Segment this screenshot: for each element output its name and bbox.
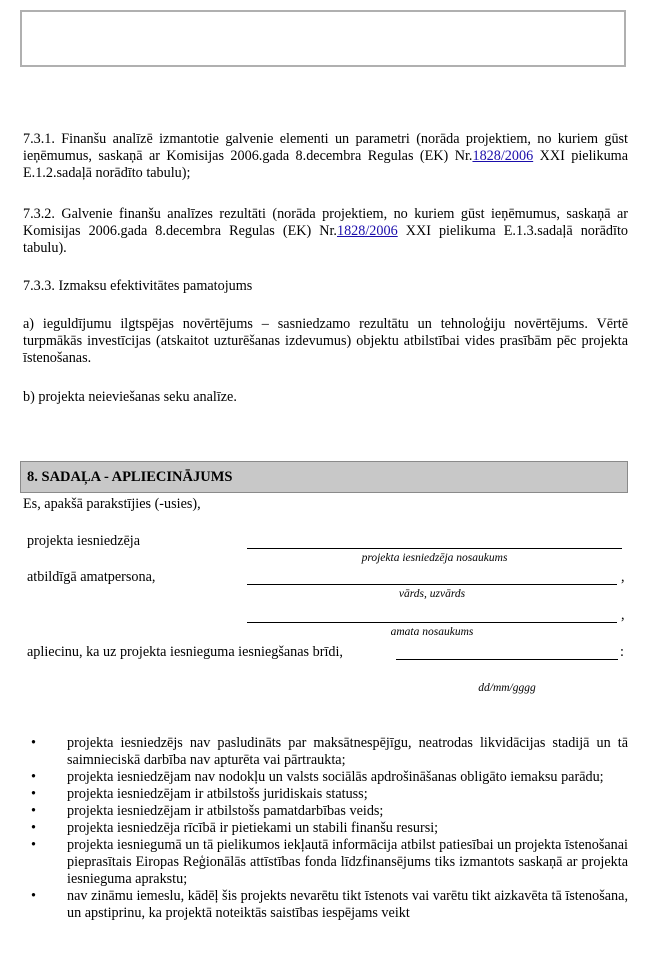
bullet-icon: • bbox=[31, 820, 36, 836]
list-item-text: projekta iesniedzējs nav pasludināts par maksātnespējīgu, neatrodas likvidācijas stadijā un tā saimnieciskā darbība nav apturēta vai pārtraukta; bbox=[67, 735, 628, 768]
top-text-box bbox=[20, 10, 626, 67]
list-item bbox=[28, 888, 628, 922]
list-item-text: projekta iesniedzējam ir atbilstošs pamatdarbības veids; bbox=[67, 803, 384, 819]
certify-label: apliecinu, ka uz projekta iesnieguma iesniegšanas brīdi, bbox=[27, 644, 343, 660]
list-item bbox=[28, 803, 628, 820]
date-caption: dd/mm/gggg bbox=[478, 682, 536, 694]
date-field[interactable] bbox=[396, 642, 618, 660]
paragraph-7-3-1-text: 7.3.1. Finanšu analīzē izmantotie galvenie elementi un parametri (norāda projektiem, no kuriem gūst ieņēmumus, saskaņā ar Komisijas 2006.gada 8.decembra Regulas (EK) Nr. bbox=[23, 131, 628, 164]
comma: , bbox=[621, 607, 625, 623]
bullet-icon: • bbox=[31, 769, 36, 785]
applicant-name-field[interactable] bbox=[247, 531, 622, 549]
paragraph-item-a: a) ieguldījumu ilgtspējas novērtējums – sasniedzamo rezultātu un tehnoloģiju novērtējums. Vērtē turpmākās investīcijas (atskaitot uzturēšanas izdevumus) objektu atbilstībai vides prasībām pēc projekta īstenošanas. bbox=[23, 316, 628, 366]
applicant-label: projekta iesniedzēja bbox=[27, 533, 141, 549]
bullet-icon: • bbox=[31, 803, 36, 819]
bullet-icon: • bbox=[31, 888, 36, 904]
list-item-text: projekta iesniedzēja rīcībā ir pietiekami un stabili finanšu resursi; bbox=[67, 820, 439, 836]
applicant-caption: projekta iesniedzēja nosaukums bbox=[361, 552, 508, 564]
section-8-header: 8. SADAĻA - APLIECINĀJUMS bbox=[20, 461, 628, 493]
bullet-icon: • bbox=[31, 786, 36, 802]
paragraph-7-3-2 bbox=[23, 206, 628, 257]
official-label: atbildīgā amatpersona, bbox=[27, 569, 156, 585]
paragraph-7-3-1-suffix: XXI pielikuma E.1.2.sadaļā norādīto tabulu); bbox=[23, 148, 629, 181]
paragraph-7-3-2-text: 7.3.2. Galvenie finanšu analīzes rezultāti (norāda projektiem, no kuriem gūst ieņēmumus, saskaņā ar Komisijas 2006.gada 8.decembra Regulas (EK) Nr. bbox=[23, 206, 628, 239]
name-caption: vārds, uzvārds bbox=[398, 588, 466, 600]
position-caption: amata nosaukums bbox=[390, 626, 474, 638]
list-item-text: nav zināmu iemeslu, kādēļ šis projekts nevarētu tikt īstenots vai varētu tikt aizkavēta tā īstenošana, un apstiprinu, ka projektā noteiktās saistības iespējams veikt bbox=[67, 888, 628, 921]
colon: : bbox=[620, 644, 624, 660]
declaration-intro: Es, apakšā parakstījies (-usies), bbox=[23, 496, 201, 512]
list-item-text: projekta iesniedzējam nav nodokļu un valsts sociālās apdrošināšanas obligāto iemaksu parādu; bbox=[67, 769, 604, 785]
paragraph-item-b: b) projekta neieviešanas seku analīze. bbox=[23, 389, 237, 405]
regulation-link[interactable]: 1828/2006 bbox=[472, 148, 534, 164]
comma: , bbox=[621, 569, 625, 585]
position-field[interactable] bbox=[247, 605, 617, 623]
list-item bbox=[28, 820, 628, 837]
paragraph-7-3-2-suffix: XXI pielikuma E.1.3.sadaļā norādīto tabulu). bbox=[23, 223, 628, 256]
list-item bbox=[28, 735, 628, 769]
bullet-icon: • bbox=[31, 837, 36, 853]
paragraph-7-3-1 bbox=[23, 131, 628, 182]
bullet-icon: • bbox=[31, 735, 36, 751]
list-item bbox=[28, 837, 628, 888]
list-item bbox=[28, 769, 628, 786]
list-item bbox=[28, 786, 628, 803]
heading-7-3-3: 7.3.3. Izmaksu efektivitātes pamatojums bbox=[23, 278, 253, 294]
official-name-field[interactable] bbox=[247, 567, 617, 585]
list-item-text: projekta iesniedzējam ir atbilstošs juridiskais statuss; bbox=[67, 786, 368, 802]
declaration-list bbox=[28, 735, 628, 922]
regulation-link[interactable]: 1828/2006 bbox=[336, 223, 398, 239]
list-item-text: projekta iesniegumā un tā pielikumos iekļautā informācija atbilst patiesībai un projekta īstenošanai pieprasītais Eiropas Reģionālās attīstības fonda līdzfinansējums tiks izmantots saskaņā ar projekta iesnieguma aprakstu; bbox=[67, 837, 628, 887]
